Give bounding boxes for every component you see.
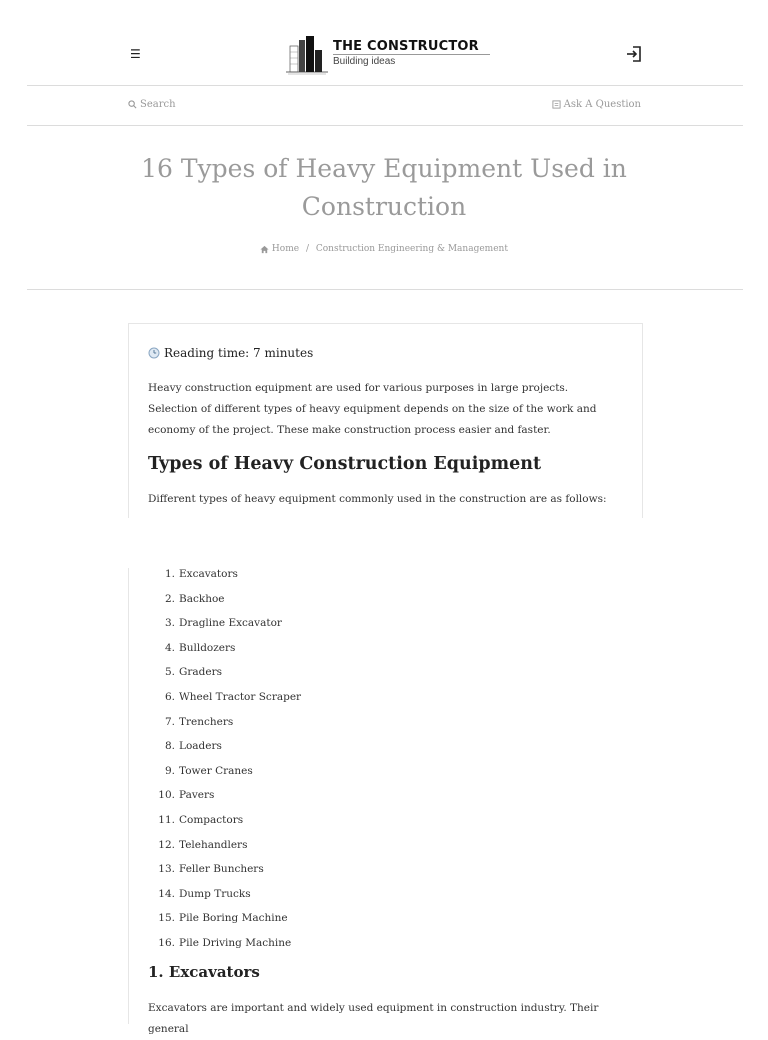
list-item-number: 4. <box>164 641 175 654</box>
list-item-label: Loaders <box>179 740 222 753</box>
reading-time <box>148 346 313 360</box>
clock-icon <box>148 347 160 359</box>
list-item-number: 16. <box>158 936 175 949</box>
breadcrumb-separator: / <box>305 244 309 254</box>
menu-icon[interactable]: ☰ <box>130 47 141 61</box>
list-item <box>148 765 301 790</box>
list-item <box>148 814 301 839</box>
list-item <box>148 593 301 618</box>
breadcrumb-category[interactable]: Construction Engineering & Management <box>315 244 508 254</box>
login-icon[interactable] <box>624 44 644 64</box>
search-link[interactable] <box>128 99 176 110</box>
title-divider <box>27 289 743 290</box>
list-item <box>148 617 301 642</box>
list-item <box>148 912 301 937</box>
list-item-label: Excavators <box>179 568 238 580</box>
intro-paragraph: Heavy construction equipment are used for various purposes in large projects. Selection of different types of heavy equipment depends on the size of the work and economy of the project. These make construction process easier and faster. <box>148 382 597 436</box>
site-logo[interactable] <box>286 34 496 76</box>
list-item-number: 6. <box>164 690 175 703</box>
list-item <box>148 888 301 913</box>
list-item-number: 7. <box>164 715 175 728</box>
list-item-label: Pile Driving Machine <box>179 936 292 949</box>
list-item <box>148 937 301 962</box>
breadcrumb <box>0 244 768 255</box>
home-icon <box>260 245 269 254</box>
question-icon <box>552 100 561 109</box>
list-item <box>148 839 301 864</box>
list-item-label: Pavers <box>179 789 215 802</box>
site-header <box>0 0 768 85</box>
logo-subtitle: Building ideas <box>333 56 396 67</box>
list-item-label: Pile Boring Machine <box>179 912 288 925</box>
equipment-list <box>148 568 301 962</box>
list-item-label: Wheel Tractor Scraper <box>179 690 302 703</box>
list-item <box>148 642 301 667</box>
list-item-label: Dump Trucks <box>179 887 251 900</box>
list-item <box>148 740 301 765</box>
search-label: Search <box>140 99 176 110</box>
search-icon <box>128 100 137 109</box>
list-item <box>148 666 301 691</box>
ask-question-link[interactable] <box>552 99 641 110</box>
list-item-number: 1. <box>164 568 175 580</box>
list-item-label: Feller Bunchers <box>179 863 264 876</box>
list-item-number: 5. <box>164 666 175 679</box>
list-item <box>148 863 301 888</box>
list-item-label: Graders <box>179 666 223 679</box>
list-item-number: 2. <box>164 592 175 605</box>
logo-building-icon <box>286 34 328 76</box>
breadcrumb-home[interactable]: Home <box>271 244 300 254</box>
list-item-number: 10. <box>158 789 175 802</box>
list-item-label: Tower Cranes <box>179 764 253 777</box>
list-item <box>148 716 301 741</box>
list-item-number: 11. <box>158 813 175 826</box>
list-item-number: 3. <box>164 617 175 630</box>
list-item-number: 12. <box>158 838 175 851</box>
list-item <box>148 691 301 716</box>
list-item-number: 8. <box>164 740 175 753</box>
ask-question-label: Ask A Question <box>563 99 641 110</box>
list-item-label: Bulldozers <box>179 641 236 654</box>
excavators-paragraph: Excavators are important and widely used equipment in construction industry. Their general <box>148 1002 599 1035</box>
page-title: 16 Types of Heavy Equipment Used in Construction <box>141 154 627 221</box>
subheading-excavators: 1. Excavators <box>148 963 260 981</box>
lead-paragraph: Different types of heavy equipment commonly used in the construction are as follows: <box>148 493 607 505</box>
logo-title: THE CONSTRUCTOR <box>333 39 479 54</box>
list-item <box>148 789 301 814</box>
list-item-label: Compactors <box>179 813 244 826</box>
list-item-label: Trenchers <box>179 715 234 728</box>
section-heading: Types of Heavy Construction Equipment <box>148 454 542 474</box>
list-item-number: 9. <box>164 764 175 777</box>
list-item-number: 13. <box>158 863 175 876</box>
list-item <box>148 568 301 593</box>
reading-time-label: Reading time: 7 minutes <box>164 346 314 360</box>
list-item-number: 15. <box>158 912 175 925</box>
toolbar-divider <box>27 125 743 126</box>
list-item-label: Telehandlers <box>179 838 248 851</box>
list-item-label: Dragline Excavator <box>179 617 282 630</box>
header-divider <box>27 85 743 86</box>
logo-divider <box>333 54 490 55</box>
list-item-number: 14. <box>158 887 175 900</box>
list-item-label: Backhoe <box>179 592 225 605</box>
